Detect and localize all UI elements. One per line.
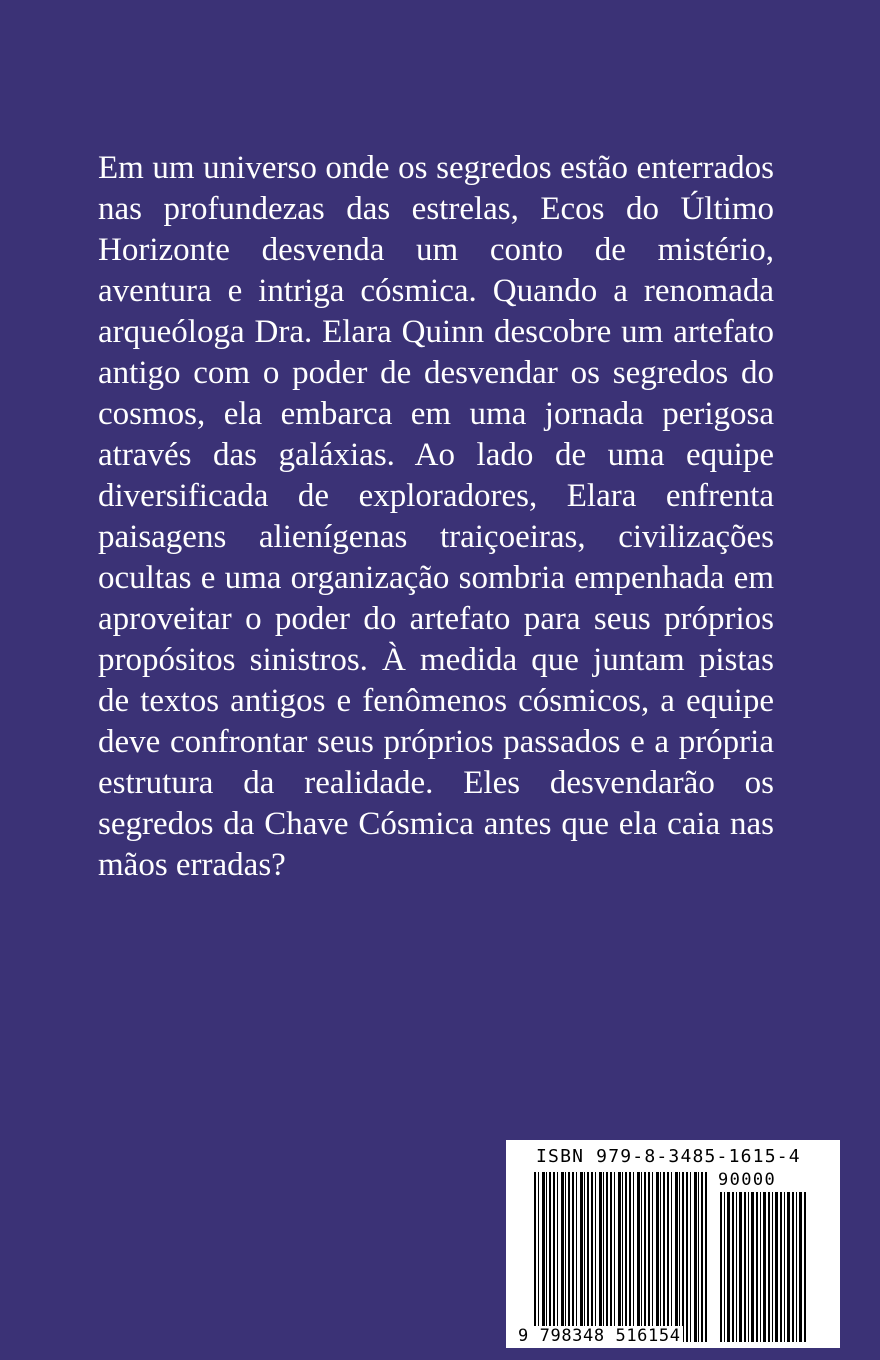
- back-cover-blurb: Em um universo onde os segredos estão enterrados nas profundezas das estrelas, Ecos do Último Horizonte desvenda um conto de mistério, aventura e intriga cósmica. Quando a renomada arqueóloga Dra. Elara Quinn descobre um artefato antigo com o poder de desvendar os segredos do cosmos, ela embarca em uma jornada perigosa através das galáxias. Ao lado de uma equipe diversificada de exploradores, Elara enfrenta paisagens alienígenas traiçoeiras, civilizações ocultas e uma organização sombria empenhada em aproveitar o poder do artefato para seus próprios propósitos sinistros. À medida que juntam pistas de textos antigos e fenômenos cósmicos, a equipe deve confrontar seus próprios passados e a própria estrutura da realidade. Eles desvendarão os segredos da Chave Cósmica antes que ela caia nas mãos erradas?: [98, 150, 774, 883]
- ean13-bars: [534, 1172, 708, 1342]
- isbn-barcode: [506, 1140, 840, 1348]
- price-addon-bars: [720, 1192, 806, 1342]
- price-addon-digits: 90000: [718, 1170, 777, 1190]
- ean13-digits: 9 798348 516154: [518, 1326, 681, 1346]
- isbn-label: ISBN 979-8-3485-1615-4: [536, 1146, 801, 1167]
